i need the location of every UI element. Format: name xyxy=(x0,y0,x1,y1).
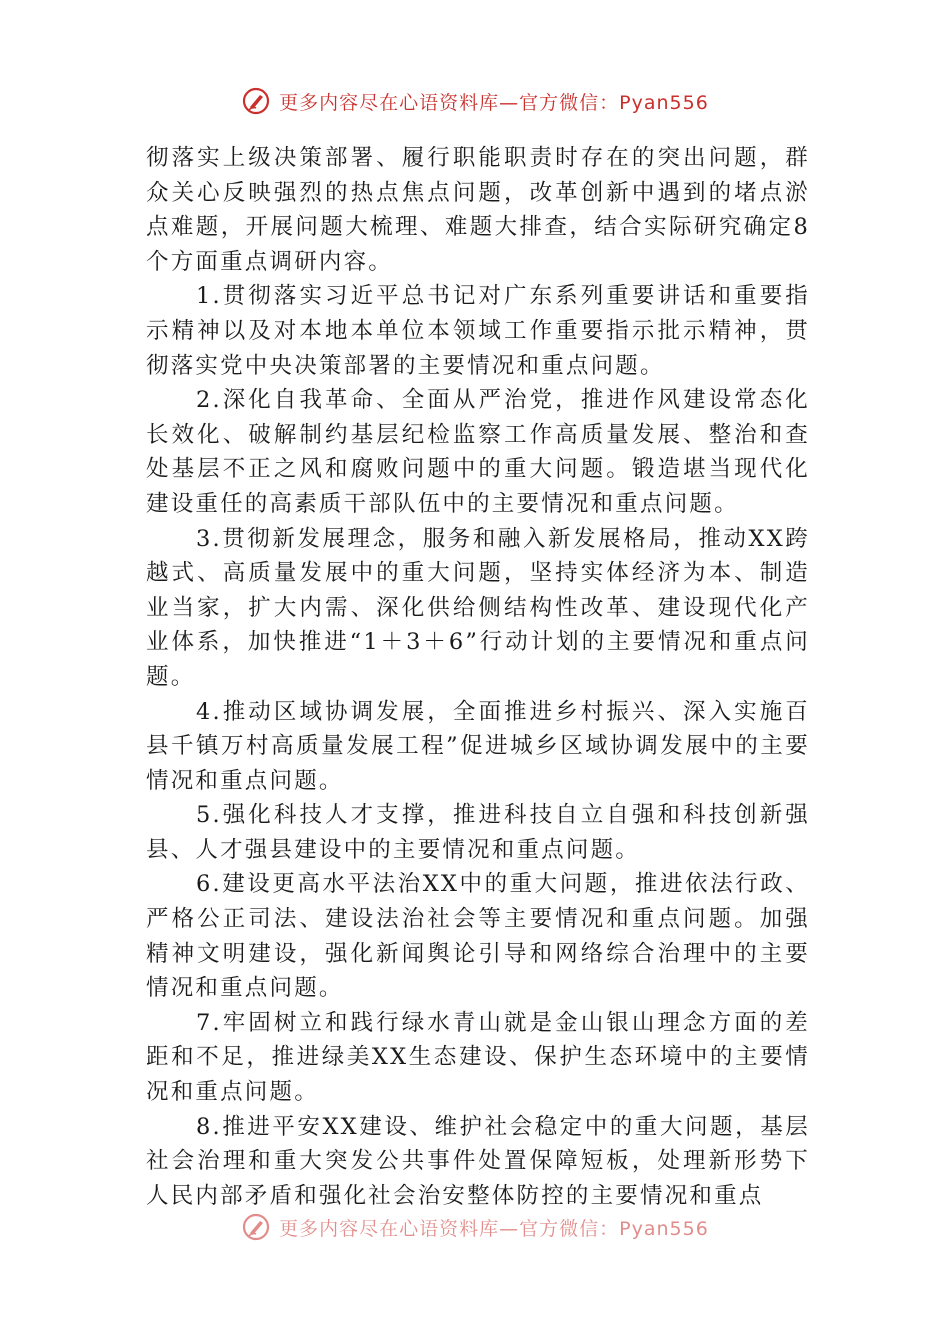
paragraph-item-7: 7.牢固树立和践行绿水青山就是金山银山理念方面的差距和不足，推进绿美XX生态建设、保护生态环境中的主要情况和重点问题。 xyxy=(146,1009,810,1106)
watermark-text: 更多内容尽在心语资料库—官方微信：Pyan556 xyxy=(279,91,709,114)
paragraph-item-4: 4.推动区域协调发展，全面推进乡村振兴、深入实施百县千镇万村高质量发展工程”促进城乡区域协调发展中的主要情况和重点问题。 xyxy=(146,698,810,794)
paragraph-item-3: 3.贯彻新发展理念，服务和融入新发展格局，推动XX跨越式、高质量发展中的重大问题，坚持实体经济为本、制造业当家，扩大内需、深化供给侧结构性改革、建设现代化产业体系，加快推进“1＋3＋6”行动计划的主要情况和重点问题。 xyxy=(146,525,810,690)
paragraph-item-6: 6.建设更高水平法治XX中的重大问题，推进依法行政、严格公正司法、建设法治社会等主要情况和重点问题。加强精神文明建设，强化新闻舆论引导和网络综合治理中的主要情况和重点问题。 xyxy=(146,871,810,1002)
paragraph-item-5: 5.强化科技人才支撑，推进科技自立自强和科技创新强县、人才强县建设中的主要情况和重点问题。 xyxy=(146,802,810,863)
paragraph-item-2: 2.深化自我革命、全面从严治党，推进作风建设常态化长效化、破解制约基层纪检监察工作高质量发展、整治和查处基层不正之风和腐败问题中的重大问题。锻造堪当现代化建设重任的高素质干部队伍中的主要情况和重点问题。 xyxy=(146,387,810,517)
pen-logo-icon xyxy=(241,1212,271,1242)
document-body xyxy=(146,141,810,1213)
header-watermark xyxy=(0,86,950,116)
paragraph-intro: 彻落实上级决策部署、履行职能职责时存在的突出问题，群众关心反映强烈的热点焦点问题，改革创新中遇到的堵点淤点难题，开展问题大梳理、难题大排查，结合实际研究确定8个方面重点调研内容。 xyxy=(146,145,810,275)
footer-watermark xyxy=(0,1212,950,1242)
pen-logo-icon xyxy=(241,86,271,116)
paragraph-item-8: 8.推进平安XX建设、维护社会稳定中的重大问题，基层社会治理和重大突发公共事件处置保障短板，处理新形势下人民内部矛盾和强化社会治安整体防控的主要情况和重点 xyxy=(146,1113,810,1209)
paragraph-item-1: 1.贯彻落实习近平总书记对广东系列重要讲话和重要指示精神以及对本地本单位本领域工作重要指示批示精神，贯彻落实党中央决策部署的主要情况和重点问题。 xyxy=(146,283,810,379)
watermark-text: 更多内容尽在心语资料库—官方微信：Pyan556 xyxy=(279,1217,709,1240)
